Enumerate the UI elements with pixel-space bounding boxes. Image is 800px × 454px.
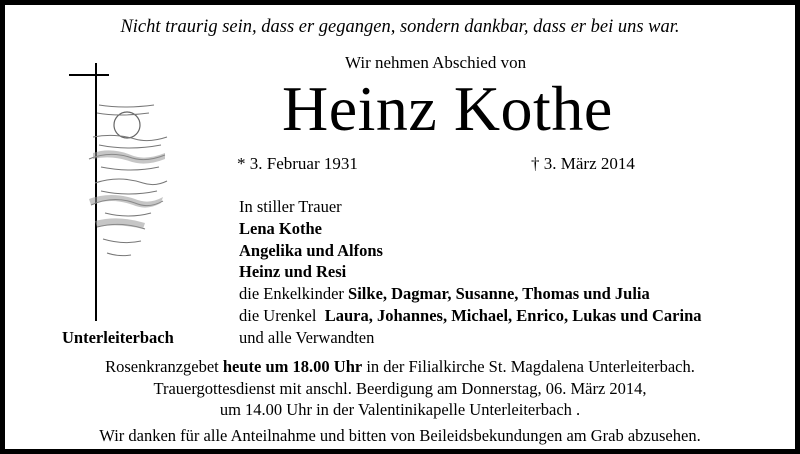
funeral-line: Trauergottesdienst mit anschl. Beerdigung am Donnerstag, 06. März 2014, xyxy=(153,378,647,398)
thanks-line: Wir danken für alle Anteilnahme und bitten von Beileidsbekundungen am Grab abzusehen. xyxy=(99,426,701,445)
place-name: Unterleiterbach xyxy=(62,328,174,347)
intro-line: Wir nehmen Abschied von xyxy=(345,53,527,72)
mourner-line: Lena Kothe xyxy=(239,218,322,238)
rosary-suffix: in der Filialkirche St. Magdalena Unterleiterbach. xyxy=(362,357,695,376)
grandchildren-label: die Enkelkinder xyxy=(239,284,349,304)
mourner-line: Heinz und Resi xyxy=(239,262,347,282)
mourner-line: Angelika und Alfons xyxy=(239,240,383,260)
great-grandchildren-names: Laura, Johannes, Michael, Enrico, Lukas und Carina xyxy=(324,305,702,325)
rosary-prefix: Rosenkranzgebet xyxy=(105,357,223,376)
great-grandchildren-label: die Urenkel xyxy=(239,305,325,325)
rosary-line xyxy=(5,356,795,378)
grandchildren-line xyxy=(239,283,702,305)
service-info xyxy=(5,356,795,421)
relatives-line: und alle Verwandten xyxy=(239,327,375,347)
motto: Nicht traurig sein, dass er gegangen, sondern dankbar, dass er bei uns war. xyxy=(120,17,680,37)
cross-landscape-sketch-icon xyxy=(49,63,169,323)
grandchildren-names: Silke, Dagmar, Susanne, Thomas und Julia xyxy=(348,284,650,304)
birth-date: * 3. Februar 1931 xyxy=(237,154,358,173)
death-date: † 3. März 2014 xyxy=(531,154,635,173)
rosary-time: heute um 18.00 Uhr xyxy=(222,357,363,376)
deceased-name: Heinz Kothe xyxy=(282,73,613,144)
mourners-intro: In stiller Trauer xyxy=(239,197,342,216)
mourners-list xyxy=(239,196,702,349)
great-grandchildren-line xyxy=(239,305,702,327)
funeral-time-line: um 14.00 Uhr in der Valentinikapelle Unterleiterbach . xyxy=(219,400,581,419)
